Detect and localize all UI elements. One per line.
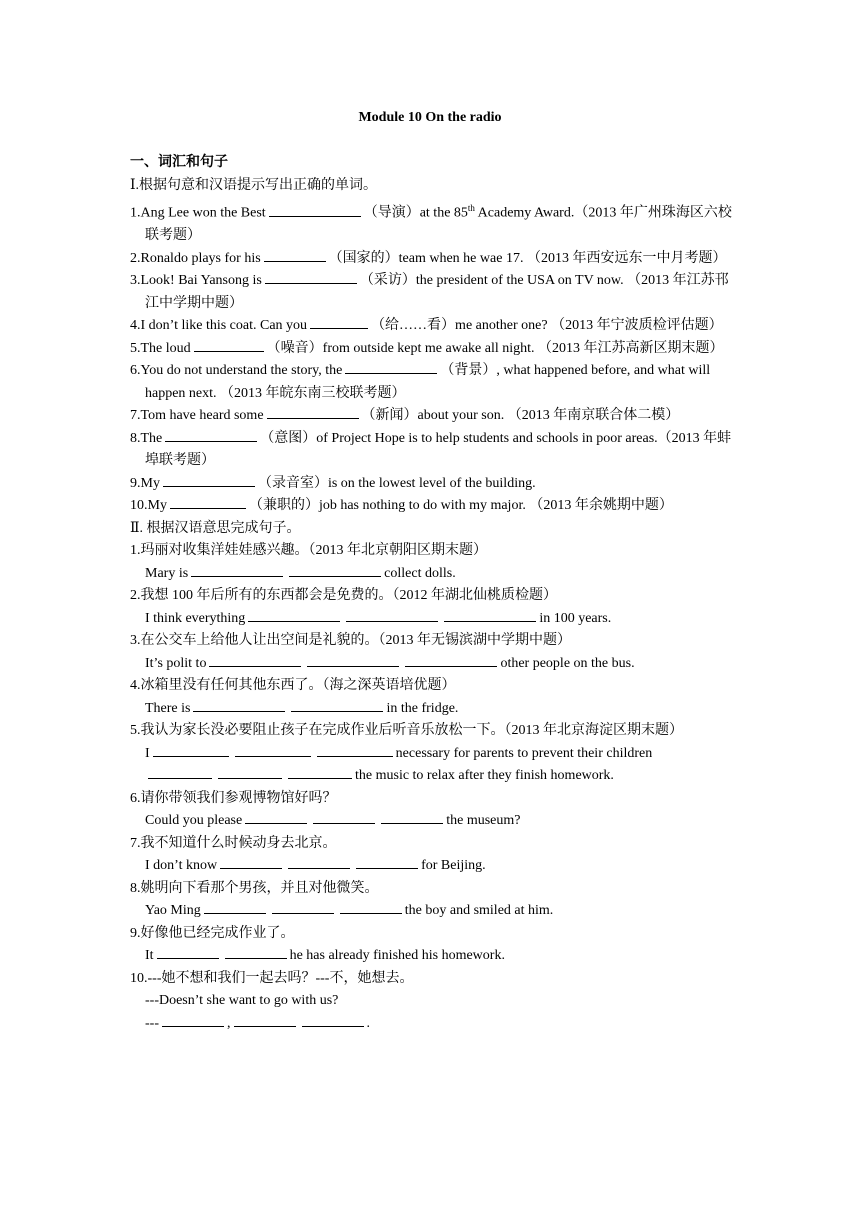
answer-blank[interactable] (153, 744, 229, 757)
sentence-4: There is in the fridge. (145, 700, 459, 716)
answer-blank[interactable] (204, 901, 266, 914)
question-8: 8.The （意图）of Project Hope is to help students and schools in poor areas.（2013 年蚌埠联考题） (130, 430, 732, 469)
answer-blank[interactable] (313, 811, 375, 824)
answer-blank[interactable] (162, 1014, 224, 1027)
sentence-5-continued: the music to relax after they finish homework. (130, 765, 735, 788)
question-10: 10.My （兼职的）job has nothing to do with my major. （2013 年余姚期中题） (130, 498, 673, 514)
sentence-2-chinese: 2.我想 100 年后所有的东西都会是免费的。（2012 年湖北仙桃质检题） (130, 588, 557, 604)
answer-blank[interactable] (310, 316, 368, 329)
question-5: 5.The loud （噪音）from outside kept me awake all night. （2013 年江苏高新区期末题） (130, 340, 724, 356)
answer-blank[interactable] (444, 609, 536, 622)
answer-blank[interactable] (288, 766, 352, 779)
answer-blank[interactable] (265, 271, 357, 284)
worksheet-content (130, 152, 735, 1035)
answer-blank[interactable] (163, 474, 255, 487)
sentence-3-chinese: 3.在公交车上给他人让出空间是礼貌的。（2013 年无锡滨湖中学期中题） (130, 633, 571, 649)
part-one-heading: Ⅰ.根据句意和汉语提示写出正确的单词。 (130, 177, 378, 193)
answer-blank[interactable] (340, 901, 402, 914)
answer-blank[interactable] (302, 1014, 364, 1027)
question-9: 9.My （录音室）is on the lowest level of the building. (130, 475, 536, 491)
answer-blank[interactable] (170, 496, 246, 509)
answer-blank[interactable] (381, 811, 443, 824)
answer-blank[interactable] (191, 564, 283, 577)
answer-blank[interactable] (209, 654, 301, 667)
sentence-1-chinese: 1.玛丽对收集洋娃娃感兴趣。（2013 年北京朝阳区期末题） (130, 543, 487, 559)
question-3: 3.Look! Bai Yansong is （采访）the president of the USA on TV now. （2013 年江苏邗江中学期中题） (130, 273, 729, 311)
answer-blank[interactable] (356, 856, 418, 869)
answer-blank[interactable] (267, 406, 359, 419)
question-2: 2.Ronaldo plays for his （国家的）team when he wae 17. （2013 年西安远东一中月考题） (130, 250, 727, 266)
answer-blank[interactable] (220, 856, 282, 869)
sentence-10-answer: --- , . (145, 1015, 370, 1031)
answer-blank[interactable] (291, 699, 383, 712)
question-7: 7.Tom have heard some （新闻）about your son. （2013 年南京联合体二模） (130, 408, 680, 424)
sentence-7: I don’t know for Beijing. (145, 858, 486, 874)
sentence-6-chinese: 6.请你带领我们参观博物馆好吗？ (130, 790, 337, 806)
part-two-heading: Ⅱ. 根据汉语意思完成句子。 (130, 520, 301, 536)
answer-blank[interactable] (269, 204, 361, 217)
sentence-7-chinese: 7.我不知道什么时候动身去北京。 (130, 835, 337, 851)
answer-blank[interactable] (345, 361, 437, 374)
sentence-4-chinese: 4.冰箱里没有任何其他东西了。（海之深英语培优题） (130, 678, 456, 694)
sentence-3: It’s polit to other people on the bus. (145, 655, 635, 671)
question-1: 1.Ang Lee won the Best （导演）at the 85th Academy Award.（2013 年广州珠海区六校联考题） (130, 203, 732, 244)
answer-blank[interactable] (157, 946, 219, 959)
answer-blank[interactable] (234, 1014, 296, 1027)
question-6: 6.You do not understand the story, the （背景）, what happened before, and what will happen next. （2013 年皖东南三校联考题） (130, 363, 711, 401)
answer-blank[interactable] (317, 744, 393, 757)
sentence-5-chinese: 5.我认为家长没必要阻止孩子在完成作业后听音乐放松一下。（2013 年北京海淀区期末题） (130, 723, 683, 739)
answer-blank[interactable] (194, 339, 264, 352)
answer-blank[interactable] (405, 654, 497, 667)
sentence-9-chinese: 9.好像他已经完成作业了。 (130, 925, 295, 941)
answer-blank[interactable] (288, 856, 350, 869)
sentence-9: It he has already finished his homework. (145, 948, 505, 964)
section-heading: 一、词汇和句子 (130, 155, 228, 170)
answer-blank[interactable] (248, 609, 340, 622)
sentence-2: I think everything in 100 years. (145, 610, 612, 626)
sentence-1: Mary is collect dolls. (145, 565, 456, 581)
sentence-8: Yao Ming the boy and smiled at him. (145, 903, 554, 919)
page-title: Module 10 On the radio (358, 110, 502, 125)
answer-blank[interactable] (264, 249, 326, 262)
answer-blank[interactable] (235, 744, 311, 757)
sentence-8-chinese: 8.姚明向下看那个男孩，并且对他微笑。 (130, 880, 379, 896)
answer-blank[interactable] (218, 766, 282, 779)
answer-blank[interactable] (346, 609, 438, 622)
question-4: 4.I don’t like this coat. Can you （给……看）me another one? （2013 年宁波质检评估题） (130, 318, 723, 334)
sentence-5: I necessary for parents to prevent their children (145, 745, 653, 761)
sentence-6: Could you please the museum? (145, 813, 521, 829)
answer-blank[interactable] (272, 901, 334, 914)
answer-blank[interactable] (148, 766, 212, 779)
answer-blank[interactable] (289, 564, 381, 577)
sentence-10-chinese: 10.---她不想和我们一起去吗？---不，她想去。 (130, 970, 414, 986)
sentence-10-question: ---Doesn’t she want to go with us? (145, 993, 339, 1009)
answer-blank[interactable] (307, 654, 399, 667)
answer-blank[interactable] (245, 811, 307, 824)
answer-blank[interactable] (165, 429, 257, 442)
answer-blank[interactable] (193, 699, 285, 712)
answer-blank[interactable] (225, 946, 287, 959)
